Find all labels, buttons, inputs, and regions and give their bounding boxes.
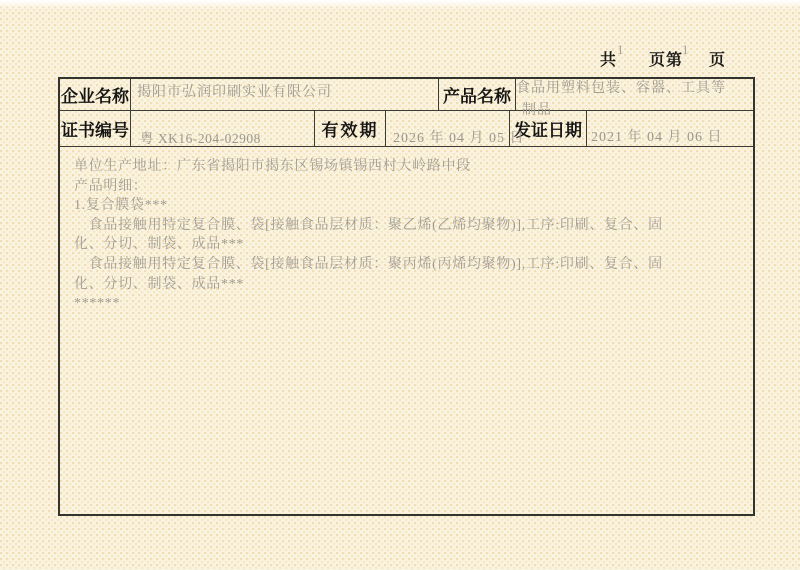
certificate-number-label: 证书编号: [60, 111, 131, 147]
total-pages-label: 共: [600, 52, 617, 69]
details-item-line: 食品接触用特定复合膜、袋[接触食品层材质：聚丙烯(丙烯均聚物)],工序:印刷、复合、固: [74, 256, 663, 272]
validity-value: 2026 年 04 月 05 日: [393, 131, 525, 146]
product-details-block: [74, 157, 744, 314]
product-name-value-line1: 食品用塑料包装、容器、工具等: [516, 81, 726, 96]
current-page-label: 第: [666, 52, 683, 69]
certificate-number-value: 粤 XK16-204-02908: [140, 131, 261, 146]
details-end-marker: ******: [74, 296, 121, 312]
page-number-header: [600, 42, 740, 71]
product-name-label: 产品名称: [439, 79, 516, 111]
enterprise-name-label: 企业名称: [60, 79, 131, 111]
current-page-value: 1: [682, 42, 689, 57]
page-unit-label: 页: [709, 52, 726, 69]
details-item-line: 1.复合膜袋***: [74, 198, 168, 214]
production-address-line: 单位生产地址：广东省揭阳市揭东区锡场镇锡西村大岭路中段: [74, 159, 471, 174]
pages-unit-label: 页: [649, 52, 666, 69]
validity-label: 有效期: [315, 111, 386, 147]
details-heading-line: 产品明细：: [74, 178, 148, 194]
enterprise-name-value: 揭阳市弘润印刷实业有限公司: [137, 85, 332, 100]
issue-date-label: 发证日期: [510, 111, 587, 147]
details-item-line: 化、分切、制袋、成品***: [74, 276, 245, 292]
details-item-line: 食品接触用特定复合膜、袋[接触食品层材质：聚乙烯(乙烯均聚物)],工序:印刷、复合、固: [74, 217, 663, 233]
total-pages-value: 1: [617, 42, 624, 57]
details-item-line: 化、分切、制袋、成品***: [74, 237, 245, 253]
issue-date-value: 2021 年 04 月 06 日: [591, 130, 723, 145]
product-name-value-line2: 制品: [522, 103, 552, 118]
